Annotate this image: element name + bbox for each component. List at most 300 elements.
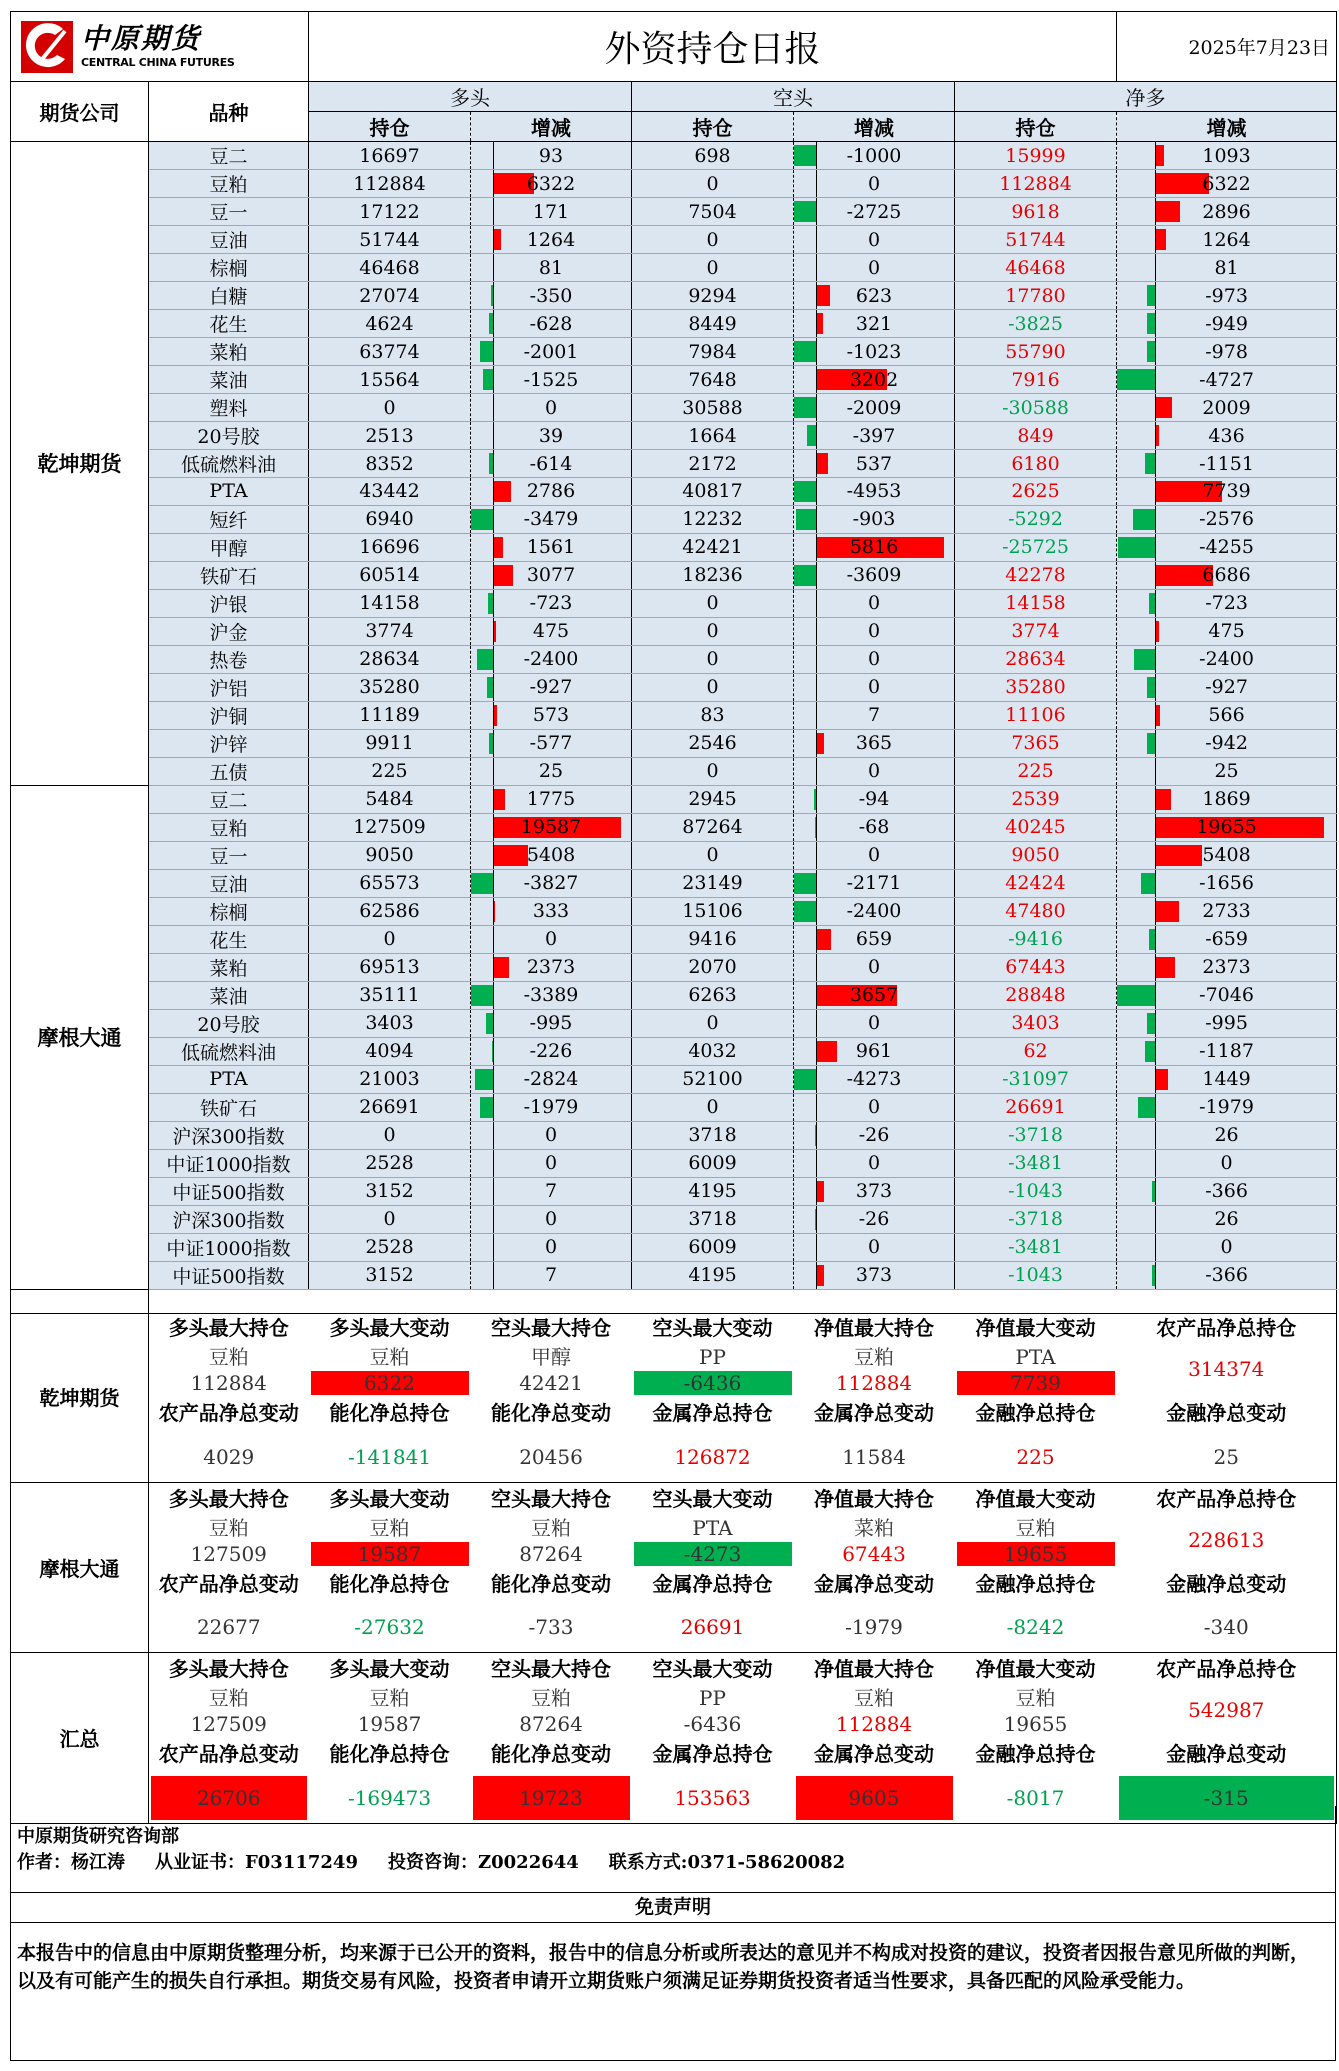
short-change-bar (794, 873, 816, 894)
footer-cert: 从业证书：F03117249 (155, 1852, 358, 1873)
long-change (471, 1093, 632, 1121)
summary-cell (309, 1512, 471, 1568)
summary-header: 农产品净总持仓 (1117, 1312, 1337, 1341)
summary-header: 能化净总变动 (491, 1401, 611, 1425)
short-change-bar (816, 733, 824, 754)
summary-header: 净值最大持仓 (814, 1657, 934, 1681)
long-position: 4624 (309, 310, 471, 338)
net-change-bar (1147, 733, 1155, 754)
long-change (471, 282, 632, 310)
summary-variety: 豆粕 (208, 1515, 249, 1540)
summary-header: 能化净总变动 (491, 1571, 611, 1596)
short-change-bar (796, 509, 816, 530)
short-change (794, 282, 955, 310)
summary-cell (309, 1682, 471, 1738)
net-position: 225 (955, 757, 1117, 785)
short-change-value: 0 (867, 1236, 881, 1259)
short-position: 2172 (632, 450, 794, 478)
table-row (11, 757, 1337, 785)
net-position: 55790 (955, 338, 1117, 366)
net-change-value: -973 (1205, 284, 1248, 307)
long-change (471, 645, 632, 673)
summary-cell (309, 1341, 471, 1397)
long-position: 17122 (309, 198, 471, 226)
net-position: 14158 (955, 589, 1117, 617)
table-row (11, 1009, 1337, 1037)
summary-variety: 豆粕 (531, 1515, 571, 1540)
variety-name: 铁矿石 (149, 561, 309, 589)
short-change-bar (816, 1181, 824, 1202)
variety-name: 沪深300指数 (149, 1205, 309, 1233)
summary-header: 净值最大持仓 (814, 1486, 934, 1511)
long-change (471, 1205, 632, 1233)
table-row (11, 505, 1337, 533)
col-company: 期货公司 (11, 82, 149, 142)
short-change (794, 1009, 955, 1037)
short-change-value: 373 (855, 1180, 893, 1203)
short-change-value: 5816 (849, 536, 899, 559)
long-position: 21003 (309, 1065, 471, 1093)
long-change-value: 2786 (526, 480, 576, 503)
long-change (471, 813, 632, 841)
col-net-chg: 增减 (1117, 112, 1337, 142)
variety-name: 豆一 (149, 841, 309, 869)
table-row (11, 785, 1337, 813)
short-change (794, 981, 955, 1009)
short-change-value: -4953 (846, 480, 902, 503)
net-change-bar (1155, 201, 1180, 222)
short-change (794, 1065, 955, 1093)
summary-cell (955, 1341, 1117, 1397)
net-position: 3774 (955, 617, 1117, 645)
short-change-value: 0 (867, 1152, 881, 1175)
table-row (11, 729, 1337, 757)
long-change (471, 1233, 632, 1261)
long-position: 35280 (309, 673, 471, 701)
short-position: 2945 (632, 785, 794, 813)
long-change (471, 198, 632, 226)
short-change-bar (816, 929, 831, 950)
net-change (1117, 701, 1337, 729)
net-change-value: -978 (1205, 340, 1248, 363)
summary-variety: PTA (1015, 1345, 1056, 1369)
long-change-bar (480, 341, 493, 362)
short-change-bar (816, 313, 823, 334)
net-change-value: -2400 (1199, 648, 1254, 671)
short-position: 6263 (632, 981, 794, 1009)
variety-name: 花生 (149, 925, 309, 953)
net-change (1117, 142, 1337, 170)
long-position: 16697 (309, 142, 471, 170)
net-change-value: -7046 (1199, 984, 1254, 1007)
col-short-pos: 持仓 (632, 112, 794, 142)
variety-name: 豆二 (149, 142, 309, 170)
long-position: 5484 (309, 785, 471, 813)
short-position: 0 (632, 617, 794, 645)
summary-value: 6322 (311, 1371, 469, 1395)
long-position: 0 (309, 394, 471, 422)
summary-header: 金融净总变动 (1117, 1568, 1337, 1597)
net-change-value: 25 (1214, 760, 1239, 783)
net-position: 51744 (955, 226, 1117, 254)
variety-name: 菜油 (149, 366, 309, 394)
net-change (1117, 282, 1337, 310)
summary-header: 农产品净总持仓 (1117, 1482, 1337, 1512)
table-row (11, 953, 1337, 981)
long-position: 69513 (309, 953, 471, 981)
summary-header: 金融净总持仓 (975, 1742, 1096, 1766)
summary-total-value: -340 (1203, 1615, 1249, 1640)
short-position: 0 (632, 254, 794, 282)
long-change (471, 757, 632, 785)
variety-name: 20号胶 (149, 1009, 309, 1037)
short-change (794, 1149, 955, 1177)
summary-header: 金属净总变动 (814, 1401, 934, 1425)
short-change-bar (794, 145, 816, 166)
summary-value: -6436 (683, 1712, 742, 1736)
short-change-value: 0 (867, 620, 881, 643)
summary-total-value: 225 (1016, 1444, 1055, 1469)
summary-header: 空头最大持仓 (491, 1657, 611, 1681)
summary-total-value: 9605 (796, 1776, 953, 1820)
summary-cell (632, 1512, 794, 1568)
short-change (794, 589, 955, 617)
col-long: 多头 (309, 82, 632, 112)
summary-value: 542987 (1117, 1682, 1337, 1738)
net-change (1117, 589, 1337, 617)
net-change-value: -4255 (1199, 536, 1254, 559)
net-change-bar (1134, 649, 1155, 670)
summary-variety: 豆粕 (854, 1345, 894, 1369)
net-change-value: 19655 (1196, 816, 1257, 839)
long-change-value: -995 (529, 1012, 573, 1035)
long-position: 0 (309, 1205, 471, 1233)
summary-value: 19587 (311, 1542, 469, 1566)
summary-variety: 菜粕 (854, 1515, 894, 1540)
variety-name: 五债 (149, 757, 309, 785)
short-change-bar (794, 481, 816, 502)
summary-header: 金融净总持仓 (975, 1571, 1096, 1596)
net-position: 2625 (955, 478, 1117, 506)
summary-header: 农产品净总变动 (158, 1742, 299, 1766)
summary-cell (471, 1512, 632, 1568)
short-change (794, 1205, 955, 1233)
summary-header: 空头最大持仓 (491, 1316, 611, 1340)
short-position: 1664 (632, 422, 794, 450)
summary-value: -4273 (634, 1542, 792, 1566)
net-change-value: 81 (1214, 256, 1239, 279)
net-change (1117, 617, 1337, 645)
long-change-bar (471, 873, 493, 894)
short-change-value: 0 (867, 648, 881, 671)
net-change (1117, 785, 1337, 813)
summary-value: 127509 (190, 1541, 267, 1566)
disclaimer-box (10, 1923, 1336, 2061)
variety-name: 豆油 (149, 869, 309, 897)
long-change (471, 142, 632, 170)
table-row (11, 1065, 1337, 1093)
table-row (11, 170, 1337, 198)
long-position: 3403 (309, 1009, 471, 1037)
long-change (471, 254, 632, 282)
long-change-value: -350 (529, 284, 573, 307)
long-position: 127509 (309, 813, 471, 841)
long-change-value: 0 (544, 1208, 558, 1231)
short-change-value: -3609 (846, 564, 902, 587)
net-change-bar (1147, 677, 1155, 698)
long-position: 15564 (309, 366, 471, 394)
net-change-value: -4727 (1199, 368, 1254, 391)
long-change (471, 561, 632, 589)
table-row (11, 589, 1337, 617)
table-row (11, 701, 1337, 729)
net-change-bar (1145, 453, 1155, 474)
table-row (11, 645, 1337, 673)
net-position: 26691 (955, 1093, 1117, 1121)
long-change-value: 333 (532, 900, 570, 923)
net-change-bar (1141, 873, 1155, 894)
net-change-bar (1118, 537, 1155, 558)
short-change-bar (816, 453, 828, 474)
long-position: 3152 (309, 1261, 471, 1289)
long-change (471, 729, 632, 757)
summary-variety: PP (699, 1686, 726, 1710)
col-variety: 品种 (149, 82, 309, 142)
long-change (471, 422, 632, 450)
variety-name: 中证500指数 (149, 1177, 309, 1205)
long-position: 0 (309, 925, 471, 953)
summary-total-value: -8017 (1006, 1785, 1065, 1810)
long-change (471, 478, 632, 506)
table-row (11, 841, 1337, 869)
long-change-bar (475, 1069, 493, 1090)
long-change (471, 505, 632, 533)
summary-cell (149, 1341, 309, 1397)
net-change (1117, 1037, 1337, 1065)
long-change-bar (480, 1097, 493, 1118)
long-change-value: 93 (538, 144, 564, 167)
summary-value: 87264 (519, 1541, 583, 1566)
short-change (794, 785, 955, 813)
net-position: 2539 (955, 785, 1117, 813)
short-change (794, 1177, 955, 1205)
long-change-value: 0 (544, 1236, 558, 1259)
long-position: 3774 (309, 617, 471, 645)
summary-header: 能化净总持仓 (329, 1571, 450, 1596)
summary-total (794, 1426, 955, 1482)
summary-header: 空头最大变动 (652, 1486, 773, 1511)
short-position: 7984 (632, 338, 794, 366)
table-row (11, 366, 1337, 394)
summary-header: 多头最大变动 (329, 1657, 450, 1681)
variety-name: 豆粕 (149, 813, 309, 841)
table-row (11, 1093, 1337, 1121)
summary-cell (471, 1682, 632, 1738)
logo-icon (19, 19, 75, 75)
short-position: 2070 (632, 953, 794, 981)
long-change-value: 3077 (526, 564, 576, 587)
short-change (794, 338, 955, 366)
summary-variety: PTA (692, 1515, 733, 1540)
summary-total-value: -315 (1119, 1776, 1335, 1820)
long-change (471, 1037, 632, 1065)
short-change-value: 0 (867, 228, 881, 251)
short-position: 3718 (632, 1205, 794, 1233)
net-change (1117, 645, 1337, 673)
long-change (471, 981, 632, 1009)
short-change-value: 0 (867, 172, 881, 195)
short-position: 0 (632, 170, 794, 198)
long-change-value: 5408 (526, 844, 576, 867)
long-position: 2528 (309, 1233, 471, 1261)
net-position: 849 (955, 422, 1117, 450)
table-row (11, 561, 1337, 589)
net-change (1117, 869, 1337, 897)
net-position: 42278 (955, 561, 1117, 589)
summary-header: 金属净总变动 (814, 1742, 934, 1766)
summary-header: 能化净总变动 (491, 1742, 611, 1766)
long-change-value: -927 (529, 676, 573, 699)
long-change (471, 589, 632, 617)
summary-value: 112884 (835, 1712, 913, 1736)
table-row (11, 1121, 1337, 1149)
logo-chinese: 中原期货 (81, 22, 202, 55)
summary-company: 摩根大通 (11, 1482, 149, 1653)
net-position: -5292 (955, 505, 1117, 533)
disclaimer-text: 本报告中的信息由中原期货整理分析，均来源于已公开的资料，报告中的信息分析或所表达的意见并不构成对投资的建议，投资者因报告意见所做的判断，以及有可能产生的损失自行承担。期货交易有风险，投资者申请开立期货账户须满足证券期货投资者适当性要求，具备匹配的风险承受能力。 (17, 1942, 1310, 1992)
summary-cell (794, 1341, 955, 1397)
summary-total-value: 22677 (196, 1615, 261, 1640)
net-change-value: 2009 (1202, 396, 1251, 419)
long-change (471, 1121, 632, 1149)
long-position: 14158 (309, 589, 471, 617)
short-change (794, 617, 955, 645)
net-change-value: 436 (1208, 424, 1245, 447)
table-row (11, 338, 1337, 366)
net-change (1117, 1177, 1337, 1205)
summary-value: 19587 (357, 1712, 422, 1736)
table-row (11, 1037, 1337, 1065)
short-change-bar (794, 565, 816, 586)
short-change (794, 226, 955, 254)
short-change (794, 478, 955, 506)
long-change-value: 573 (532, 704, 570, 727)
summary-cell (794, 1682, 955, 1738)
short-change (794, 813, 955, 841)
long-change-value: -1525 (523, 368, 579, 391)
summary-header: 净值最大变动 (975, 1316, 1096, 1340)
long-change-value: 0 (544, 396, 558, 419)
short-change-value: -2171 (846, 872, 902, 895)
short-position: 6009 (632, 1149, 794, 1177)
col-net-pos: 持仓 (955, 112, 1117, 142)
short-position: 0 (632, 673, 794, 701)
net-change-value: -995 (1205, 1012, 1248, 1035)
footer-info (10, 1806, 1336, 1892)
net-change-bar (1117, 369, 1155, 390)
net-position: -3825 (955, 310, 1117, 338)
net-change (1117, 1233, 1337, 1261)
net-change-value: 566 (1208, 704, 1245, 727)
short-change (794, 869, 955, 897)
net-position: 7916 (955, 366, 1117, 394)
net-change-value: -659 (1205, 928, 1248, 951)
net-position: 62 (955, 1037, 1117, 1065)
net-change (1117, 170, 1337, 198)
summary-total (309, 1426, 471, 1482)
long-change-bar (493, 537, 503, 558)
net-change (1117, 897, 1337, 925)
short-change-value: 961 (855, 1040, 893, 1063)
variety-name: 中证1000指数 (149, 1233, 309, 1261)
long-position: 0 (309, 1121, 471, 1149)
table-row (11, 1177, 1337, 1205)
net-change (1117, 1009, 1337, 1037)
long-change (471, 338, 632, 366)
company-name: 摩根大通 (11, 785, 149, 1289)
summary-variety: 甲醇 (531, 1345, 571, 1369)
net-position: 28634 (955, 645, 1117, 673)
long-change-value: 39 (538, 424, 564, 447)
long-change (471, 1261, 632, 1289)
short-change-value: 7 (867, 704, 881, 727)
summary-total-value: -1979 (845, 1615, 903, 1640)
table-row (11, 1205, 1337, 1233)
net-position: 40245 (955, 813, 1117, 841)
net-position: 46468 (955, 254, 1117, 282)
net-change-bar (1155, 845, 1202, 866)
summary-total-value: 126872 (674, 1444, 751, 1469)
variety-name: 沪铜 (149, 701, 309, 729)
net-change-value: 26 (1214, 1124, 1239, 1147)
short-position: 3718 (632, 1121, 794, 1149)
summary-header: 净值最大变动 (975, 1657, 1096, 1681)
footer-contact: 联系方式:0371-58620082 (608, 1852, 846, 1873)
long-change (471, 533, 632, 561)
summary-total-value: -141841 (347, 1444, 432, 1469)
short-change-bar (807, 425, 816, 446)
short-change (794, 533, 955, 561)
net-change (1117, 1261, 1337, 1289)
short-change-value: 373 (855, 1264, 893, 1287)
short-position: 6009 (632, 1233, 794, 1261)
short-position: 0 (632, 1009, 794, 1037)
table-row (11, 869, 1337, 897)
net-change (1117, 1093, 1337, 1121)
short-change-value: 0 (867, 1096, 881, 1119)
summary-total-value: 26691 (680, 1615, 745, 1640)
table-row (11, 897, 1337, 925)
summary-header: 农产品净总变动 (158, 1401, 299, 1425)
summary-value: 67443 (842, 1541, 906, 1566)
summary-variety: 豆粕 (208, 1686, 249, 1710)
summary-header: 金属净总持仓 (652, 1742, 773, 1766)
net-change-value: -723 (1205, 592, 1248, 615)
net-position: 3403 (955, 1009, 1117, 1037)
long-change (471, 450, 632, 478)
net-position: 47480 (955, 897, 1117, 925)
long-change-value: -614 (529, 452, 573, 475)
short-position: 0 (632, 841, 794, 869)
net-change-value: 2896 (1202, 200, 1251, 223)
short-change-value: -26 (858, 1208, 890, 1231)
short-position: 83 (632, 701, 794, 729)
long-change-bar (493, 789, 505, 810)
short-position: 7648 (632, 366, 794, 394)
summary-total-value: -169473 (347, 1785, 432, 1810)
table-row (11, 1149, 1337, 1177)
variety-name: 豆油 (149, 226, 309, 254)
